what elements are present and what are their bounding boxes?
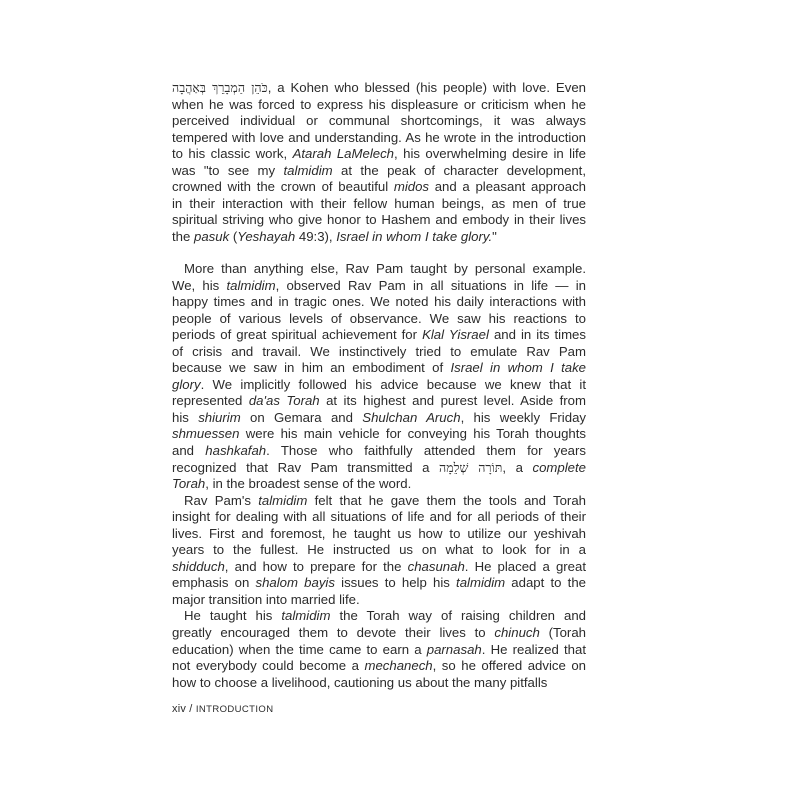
text-line bbox=[172, 130, 586, 147]
paragraph bbox=[172, 608, 586, 691]
text-run: to his classic work, bbox=[172, 146, 293, 162]
italic-term: shalom bayis bbox=[255, 575, 335, 591]
text-run: recognized that Rav Pam transmitted a bbox=[172, 459, 440, 475]
text-run: , a Kohen who blessed (his people) with love. Even bbox=[267, 80, 586, 95]
text-line bbox=[172, 592, 586, 609]
text-line bbox=[172, 658, 586, 675]
hebrew-phrase: תּוֹרָה שְׁלֵמָה bbox=[439, 459, 503, 475]
text-run: , and how to prepare for the bbox=[224, 558, 408, 574]
italic-term: talmidim bbox=[281, 608, 331, 624]
text-run: how to choose a livelihood, cautioning us about the many pitfalls bbox=[172, 674, 548, 690]
italic-term: mechanech bbox=[364, 658, 433, 674]
text-run: the Torah way of raising children and bbox=[330, 608, 586, 624]
text-line bbox=[172, 360, 586, 377]
text-run: his bbox=[172, 409, 199, 425]
italic-term: chinuch bbox=[494, 625, 540, 640]
text-line bbox=[172, 80, 586, 97]
text-line bbox=[172, 113, 586, 130]
paragraph bbox=[172, 261, 586, 493]
italic-term: chasunah bbox=[407, 558, 465, 574]
text-run: emphasis on bbox=[172, 575, 256, 591]
text-line bbox=[172, 278, 586, 295]
text-run: crowned with the crown of beautiful bbox=[172, 179, 394, 195]
italic-term: Klal Yisrael bbox=[422, 327, 489, 343]
text-line bbox=[172, 526, 586, 543]
text-line bbox=[172, 196, 586, 213]
paragraph-gap bbox=[172, 245, 586, 261]
italic-term: shmuessen bbox=[172, 426, 240, 442]
text-line bbox=[172, 493, 586, 510]
text-run: We, his bbox=[172, 277, 227, 293]
text-line bbox=[172, 97, 586, 114]
text-run: , his weekly Friday bbox=[460, 409, 586, 425]
footer-separator: / bbox=[186, 703, 196, 715]
italic-term: Israel in whom I take glory. bbox=[336, 228, 493, 244]
text-line bbox=[172, 443, 586, 460]
italic-term: Yeshayah bbox=[237, 228, 296, 244]
text-line bbox=[172, 476, 586, 493]
text-line bbox=[172, 146, 586, 163]
text-run: on Gemara and bbox=[240, 409, 363, 425]
text-run: , in the broadest sense of the word. bbox=[205, 476, 412, 492]
text-line bbox=[172, 542, 586, 559]
running-footer bbox=[172, 703, 273, 715]
text-line bbox=[172, 377, 586, 394]
text-run: , a bbox=[502, 459, 533, 475]
italic-term: Torah bbox=[172, 476, 206, 492]
text-run: and a pleasant approach bbox=[429, 179, 586, 195]
italic-term: shiurim bbox=[198, 409, 241, 425]
text-run: because we saw in him an embodiment of bbox=[172, 360, 451, 376]
text-line bbox=[172, 575, 586, 592]
text-run: and bbox=[172, 442, 206, 458]
italic-term: Atarah LaMelech bbox=[292, 146, 395, 162]
italic-term: talmidim bbox=[456, 575, 506, 591]
section-title: INTRODUCTION bbox=[195, 704, 274, 715]
text-line bbox=[172, 509, 586, 526]
text-run: More than anything else, Rav Pam taught by personal example. bbox=[184, 260, 586, 276]
text-run: tempered with love and understanding. As he wrote in the introduction bbox=[172, 129, 586, 145]
text-run: ( bbox=[229, 228, 238, 244]
text-line bbox=[172, 675, 586, 692]
text-run: and in its times bbox=[488, 327, 586, 343]
text-run: " bbox=[492, 228, 497, 244]
italic-term: talmidim bbox=[258, 492, 308, 508]
text-line bbox=[172, 212, 586, 229]
text-run: when he was forced to express his displeasure or criticism when he bbox=[172, 96, 586, 112]
text-run: of crisis and travail. We instinctively tried to emulate Rav Pam bbox=[172, 343, 586, 359]
italic-term: talmidim bbox=[226, 277, 276, 293]
text-run: at its highest and purest level. Aside from bbox=[319, 393, 586, 409]
text-line bbox=[172, 559, 586, 576]
text-run: lives. First and foremost, he taught us how to utilize our yeshivah bbox=[172, 525, 586, 541]
text-line bbox=[172, 311, 586, 328]
text-run: , his overwhelming desire in life bbox=[394, 146, 586, 162]
text-run: spiritual striving who give honor to Hashem and embody in their lives bbox=[172, 212, 586, 228]
text-line bbox=[172, 179, 586, 196]
text-run: . Those who faithfully attended them for years bbox=[266, 442, 586, 458]
italic-term: shidduch bbox=[172, 558, 225, 574]
text-line bbox=[172, 327, 586, 344]
text-run: major transition into married life. bbox=[172, 591, 360, 607]
text-line bbox=[172, 261, 586, 278]
text-run: . We implicitly followed his advice because we knew that it bbox=[200, 376, 586, 392]
text-line bbox=[172, 393, 586, 410]
text-line bbox=[172, 294, 586, 311]
text-run: . He realized that bbox=[481, 641, 586, 657]
italic-term: Shulchan Aruch bbox=[362, 409, 461, 425]
text-run: at the peak of character development, bbox=[332, 162, 586, 178]
italic-term: talmidim bbox=[283, 162, 333, 178]
text-run: issues to help his bbox=[334, 575, 457, 591]
text-run: years to the fullest. He instructed us on what to look for in a bbox=[172, 542, 586, 558]
text-run: not everybody could become a bbox=[172, 658, 365, 674]
text-line bbox=[172, 625, 586, 642]
text-line bbox=[172, 608, 586, 625]
text-run: , observed Rav Pam in all situations in life — in bbox=[275, 277, 586, 293]
text-run: perceived individual or communal shortcomings, it was always bbox=[172, 113, 586, 129]
text-line bbox=[172, 229, 586, 246]
text-run: , so he offered advice on bbox=[432, 658, 586, 674]
text-line bbox=[172, 410, 586, 427]
paragraph bbox=[172, 80, 586, 245]
text-line bbox=[172, 426, 586, 443]
text-run: happy times and in tragic ones. We noted his daily interactions with bbox=[172, 294, 586, 310]
hebrew-phrase: כֹּהֵן הַמְבָרֵךְ בְּאַהֲבָה bbox=[172, 80, 268, 95]
text-run: in their interaction with their fellow human beings, as men of true bbox=[172, 195, 586, 211]
text-run: felt that he gave them the tools and Torah bbox=[307, 492, 586, 508]
text-line bbox=[172, 460, 586, 477]
text-line bbox=[172, 163, 586, 180]
italic-term: Israel in whom I take bbox=[450, 360, 586, 376]
text-run: the bbox=[172, 228, 194, 244]
italic-term: parnasah bbox=[426, 641, 482, 657]
text-run: insight for dealing with all situations of life and for all periods of their bbox=[172, 509, 586, 525]
italic-term: pasuk bbox=[194, 228, 230, 244]
text-run: greatly encouraged them to devote their lives to bbox=[172, 625, 495, 640]
paragraph bbox=[172, 493, 586, 609]
page-body bbox=[172, 80, 586, 691]
italic-term: hashkafah bbox=[205, 442, 267, 458]
text-run: (Torah bbox=[539, 625, 586, 640]
text-run: periods of great spiritual achievement for bbox=[172, 327, 423, 343]
text-run: was "to see my bbox=[172, 162, 284, 178]
text-run: . He placed a great bbox=[464, 558, 587, 574]
italic-term: da'as Torah bbox=[248, 393, 320, 409]
page-number: xiv bbox=[172, 703, 187, 715]
text-line bbox=[172, 642, 586, 659]
text-run: adapt to the bbox=[505, 575, 586, 591]
text-run: people of various levels of observance. We saw his reactions to bbox=[172, 310, 586, 326]
text-run: represented bbox=[172, 393, 249, 409]
italic-term: glory bbox=[172, 376, 201, 392]
text-run: 49:3), bbox=[295, 228, 337, 244]
text-run: education) when the time came to earn a bbox=[172, 641, 427, 657]
text-run: were his main vehicle for conveying his Torah thoughts bbox=[239, 426, 586, 442]
text-run: Rav Pam's bbox=[184, 492, 259, 508]
italic-term: midos bbox=[393, 179, 430, 195]
italic-term: complete bbox=[532, 459, 587, 475]
text-line bbox=[172, 344, 586, 361]
text-run: He taught his bbox=[184, 608, 282, 624]
